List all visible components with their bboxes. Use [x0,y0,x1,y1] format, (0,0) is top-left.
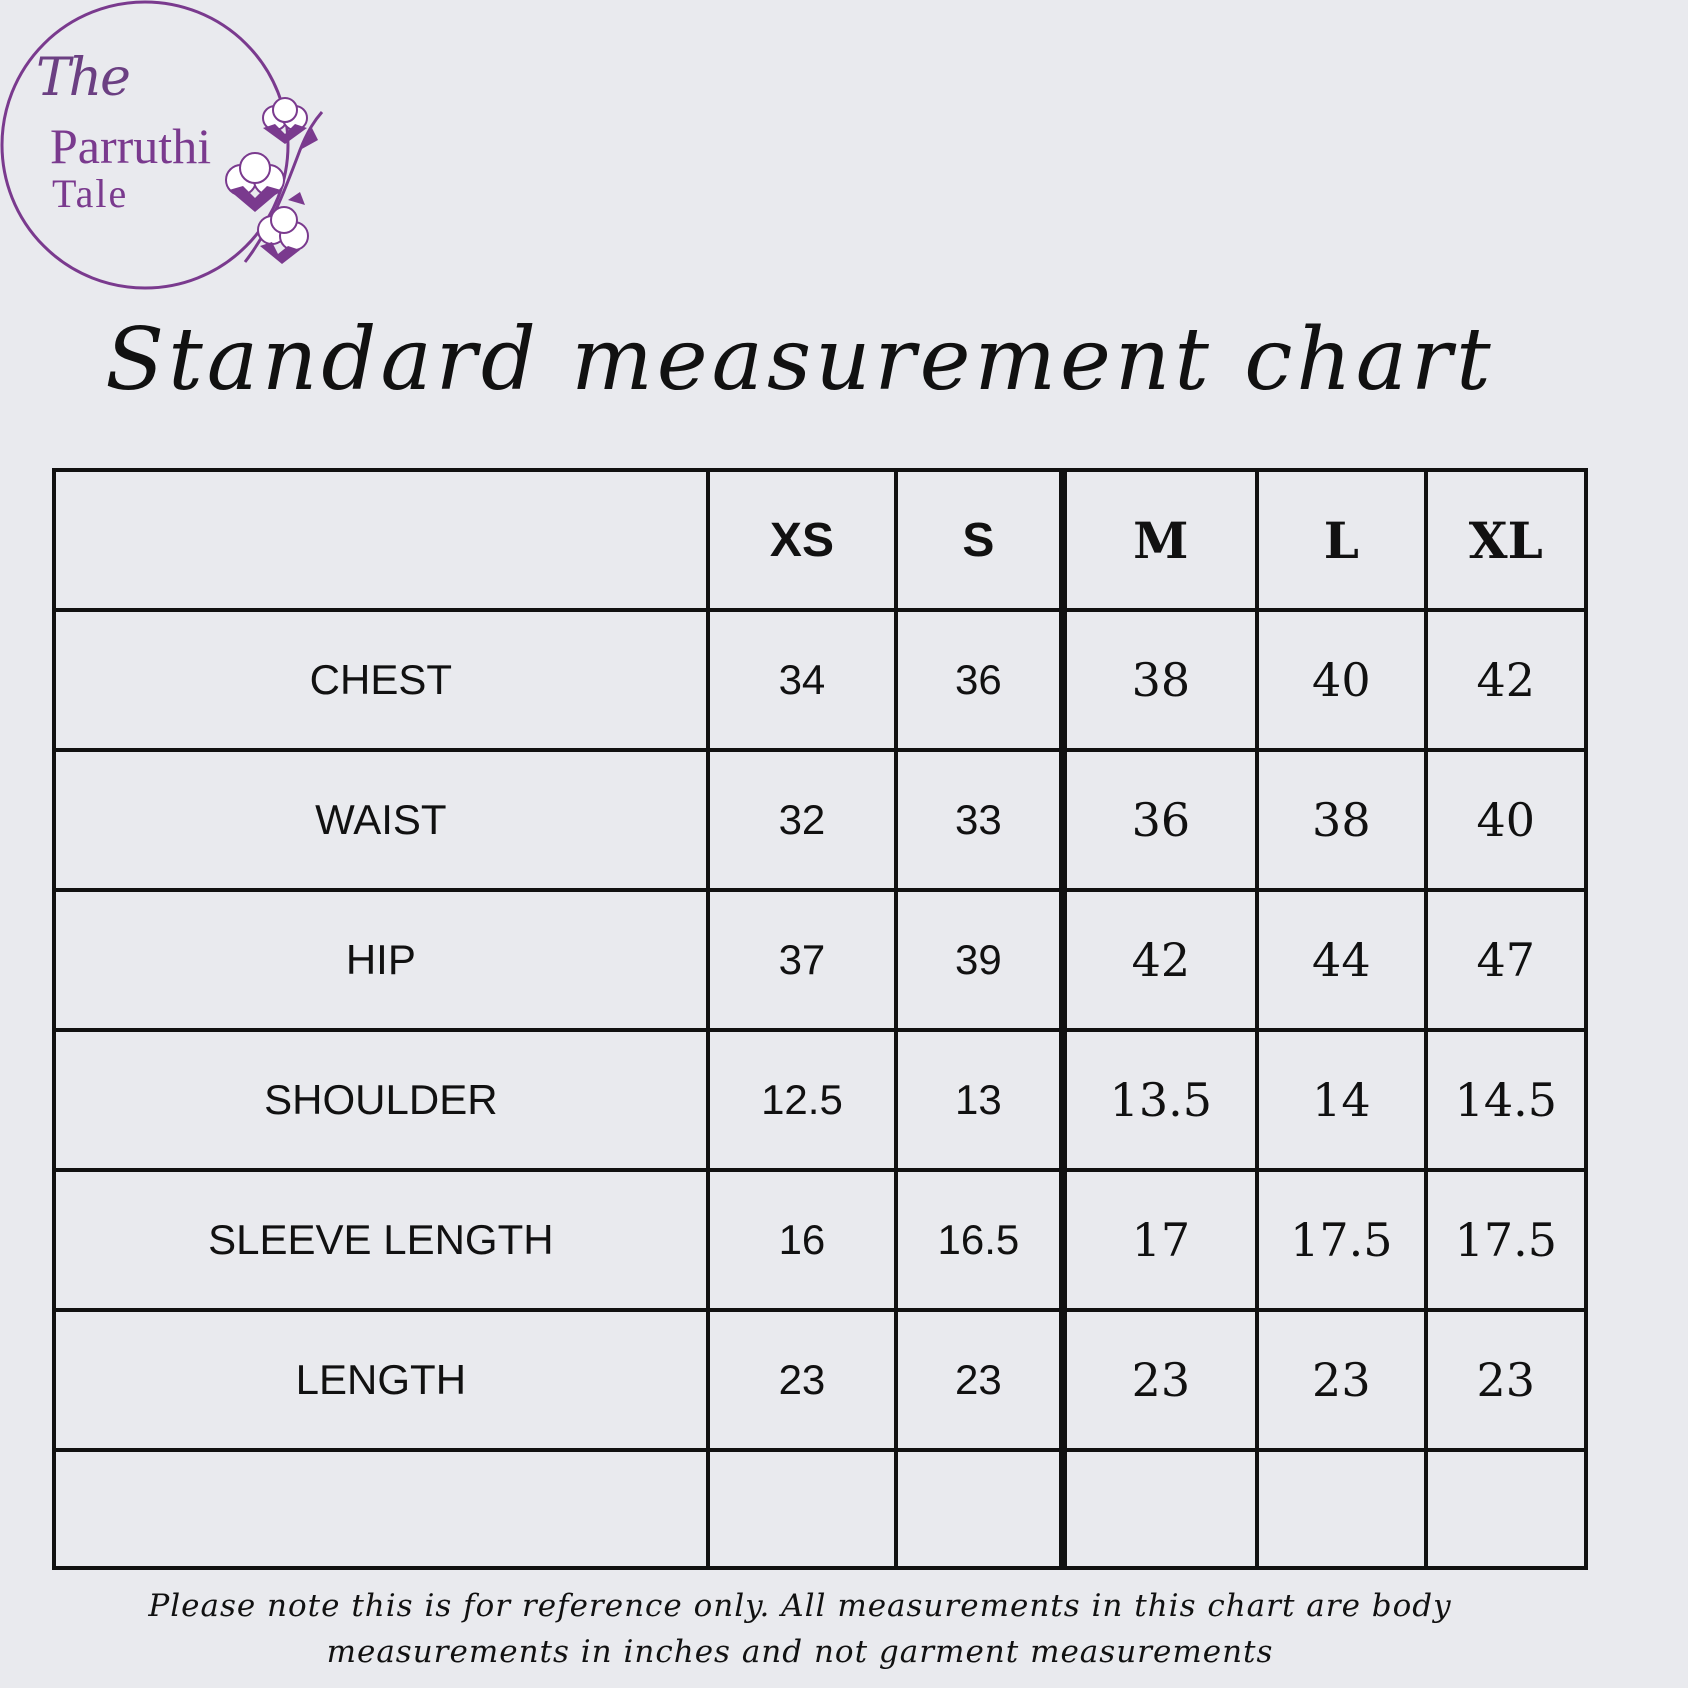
table-cell: 14 [1257,1030,1425,1170]
table-row [54,750,1586,890]
table-cell: 23 [896,1310,1062,1450]
table-cell: 14.5 [1426,1030,1586,1170]
table-cell: 23 [708,1310,896,1450]
table-cell: 42 [1063,890,1258,1030]
brand-logo [0,0,340,300]
table-cell: 47 [1426,890,1586,1030]
table-row-empty [54,1450,1586,1568]
logo-the-text: The [36,48,129,108]
table-cell-empty [1063,1450,1258,1568]
row-label-sleeve-length: SLEEVE LENGTH [54,1170,708,1310]
size-header-s: S [896,470,1062,610]
table-cell: 32 [708,750,896,890]
table-cell: 36 [896,610,1062,750]
table-cell: 38 [1257,750,1425,890]
table-cell: 16.5 [896,1170,1062,1310]
table-cell: 42 [1426,610,1586,750]
table-cell: 17 [1063,1170,1258,1310]
table-row [54,1030,1586,1170]
size-header-xl: XL [1426,470,1586,610]
table-row [54,610,1586,750]
table-cell: 23 [1426,1310,1586,1450]
measurement-table [52,468,1588,1570]
table-cell: 17.5 [1426,1170,1586,1310]
table-row [54,1310,1586,1450]
table-cell: 44 [1257,890,1425,1030]
table-row [54,890,1586,1030]
table-cell: 40 [1257,610,1425,750]
page-title: Standard measurement chart [105,310,1495,410]
size-header-m: M [1063,470,1258,610]
table-corner-cell [54,470,708,610]
table-row [54,1170,1586,1310]
disclaimer-line-1: Please note this is for reference only. All measurements in this chart are body [148,1588,1452,1624]
table-cell: 39 [896,890,1062,1030]
table-cell: 23 [1063,1310,1258,1450]
table-cell: 13 [896,1030,1062,1170]
row-label-waist: WAIST [54,750,708,890]
disclaimer-line-2: measurements in inches and not garment measurements [326,1634,1274,1670]
table-cell-empty [1257,1450,1425,1568]
table-cell: 13.5 [1063,1030,1258,1170]
logo-parruthi-text: Parruthi [50,118,212,174]
table-cell: 37 [708,890,896,1030]
row-label-length: LENGTH [54,1310,708,1450]
table-cell: 23 [1257,1310,1425,1450]
table-cell-empty [54,1450,708,1568]
table-cell: 17.5 [1257,1170,1425,1310]
table-cell: 16 [708,1170,896,1310]
table-cell: 38 [1063,610,1258,750]
row-label-shoulder: SHOULDER [54,1030,708,1170]
table-cell-empty [1426,1450,1586,1568]
table-cell: 40 [1426,750,1586,890]
size-header-xs: XS [708,470,896,610]
table-header-row [54,470,1586,610]
disclaimer-note [0,1583,1600,1675]
logo-tale-text: Tale [52,171,129,216]
table-cell: 36 [1063,750,1258,890]
table-cell-empty [896,1450,1062,1568]
table-cell: 33 [896,750,1062,890]
row-label-chest: CHEST [54,610,708,750]
table-cell: 12.5 [708,1030,896,1170]
row-label-hip: HIP [54,890,708,1030]
size-header-l: L [1257,470,1425,610]
table-cell: 34 [708,610,896,750]
table-cell-empty [708,1450,896,1568]
